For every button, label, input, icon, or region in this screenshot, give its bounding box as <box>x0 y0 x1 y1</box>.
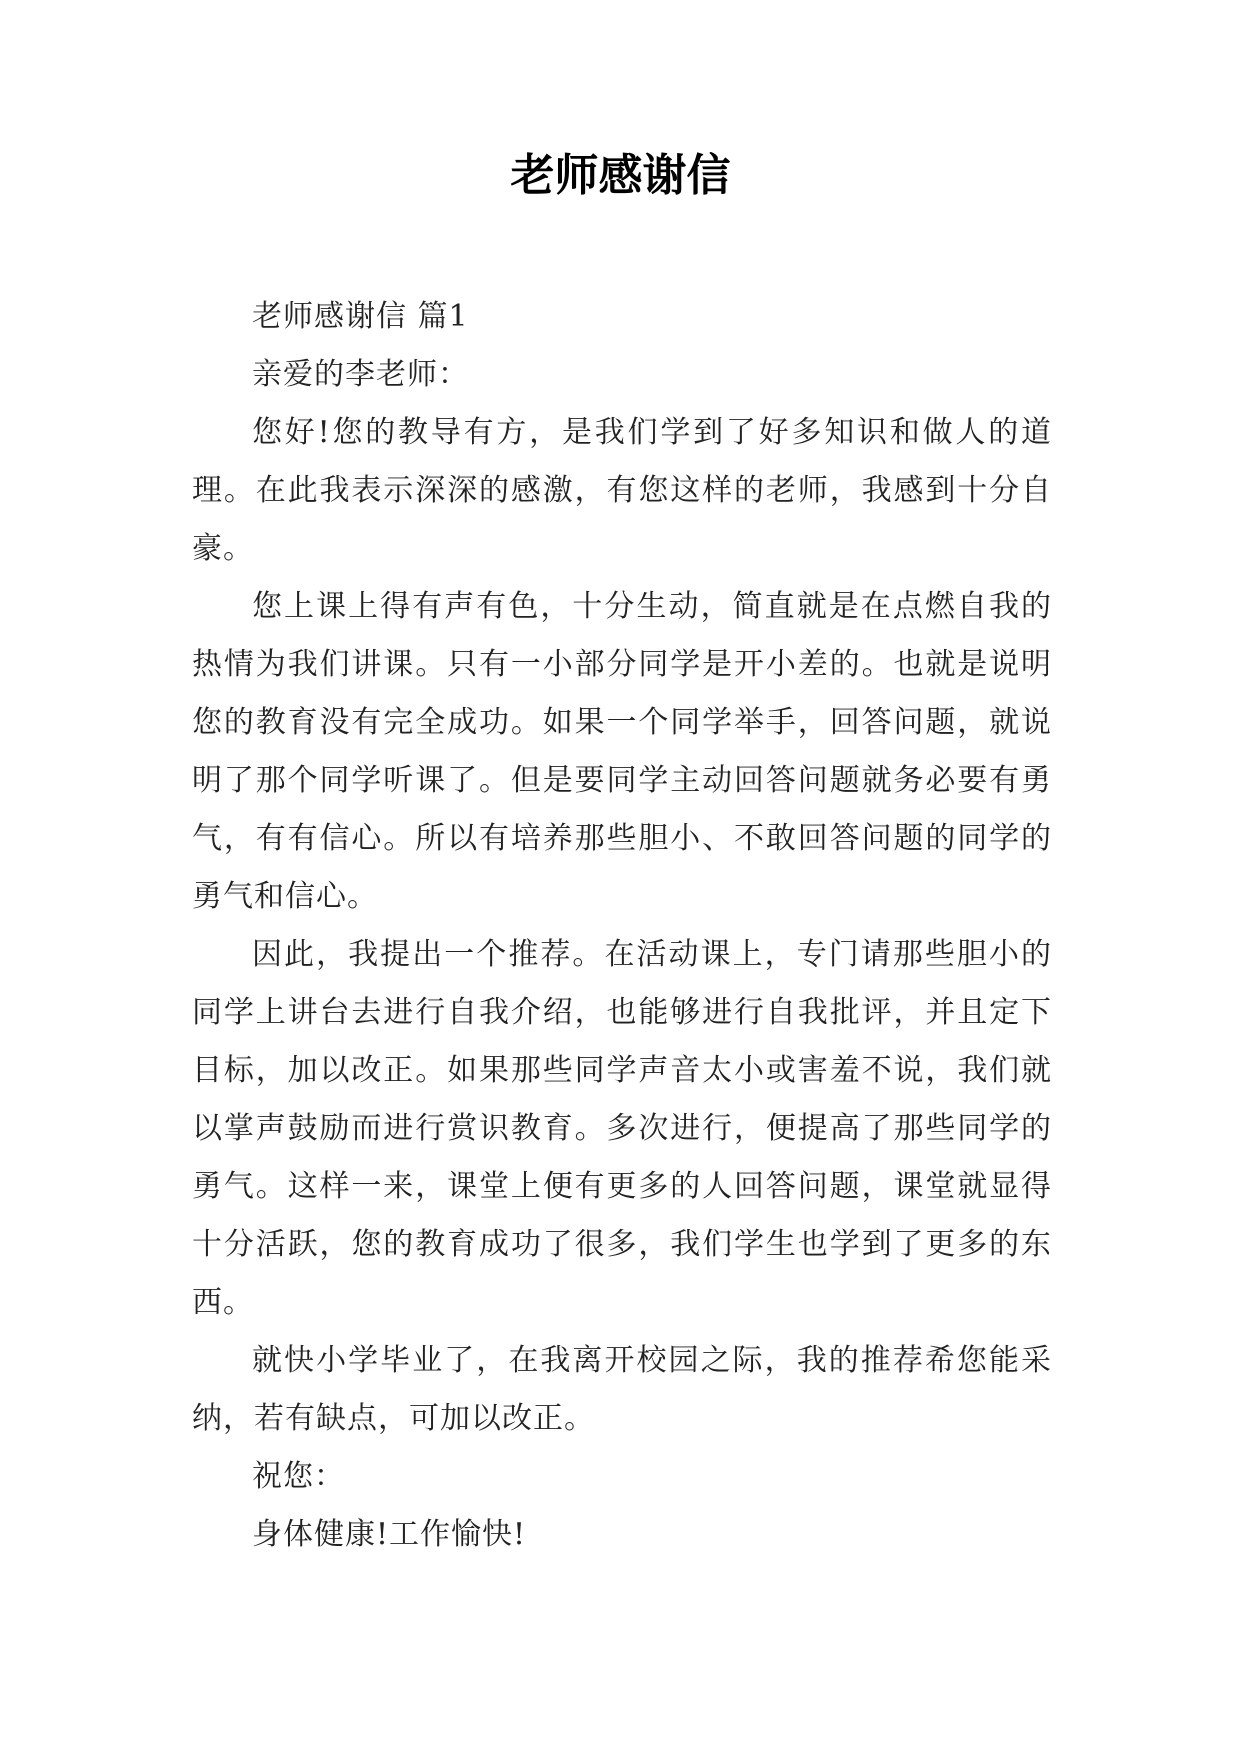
closing-line: 祝您： <box>252 1459 345 1494</box>
section-heading: 老师感谢信 篇1 <box>252 299 469 334</box>
document-body <box>192 288 1052 1564</box>
body-paragraph: 因此，我提出一个推荐。在活动课上，专门请那些胆小的同学上讲台去进行自我介绍，也能够进行自我批评，并且定下目标，加以改正。如果那些同学声音太小或害羞不说，我们就以掌声鼓励而进行赏识教育。多次进行，便提高了那些同学的勇气。这样一来，课堂上便有更多的人回答问题，课堂就显得十分活跃，您的教育成功了很多，我们学生也学到了更多的东西。 <box>192 937 1052 1320</box>
body-paragraph: 您好!您的教导有方，是我们学到了好多知识和做人的道理。在此我表示深深的感激，有您这样的老师，我感到十分自豪。 <box>192 415 1052 566</box>
document-title: 老师感谢信 <box>510 150 731 201</box>
body-paragraph: 您上课上得有声有色，十分生动，简直就是在点燃自我的热情为我们讲课。只有一小部分同学是开小差的。也就是说明您的教育没有完全成功。如果一个同学举手，回答问题，就说明了那个同学听课了。但是要同学主动回答问题就务必要有勇气，有有信心。所以有培养那些胆小、不敢回答问题的同学的勇气和信心。 <box>192 589 1052 914</box>
closing-wish: 身体健康!工作愉快! <box>252 1517 527 1552</box>
body-paragraph: 就快小学毕业了，在我离开校园之际，我的推荐希您能采纳，若有缺点，可加以改正。 <box>192 1343 1052 1436</box>
salutation: 亲爱的李老师： <box>252 357 469 392</box>
